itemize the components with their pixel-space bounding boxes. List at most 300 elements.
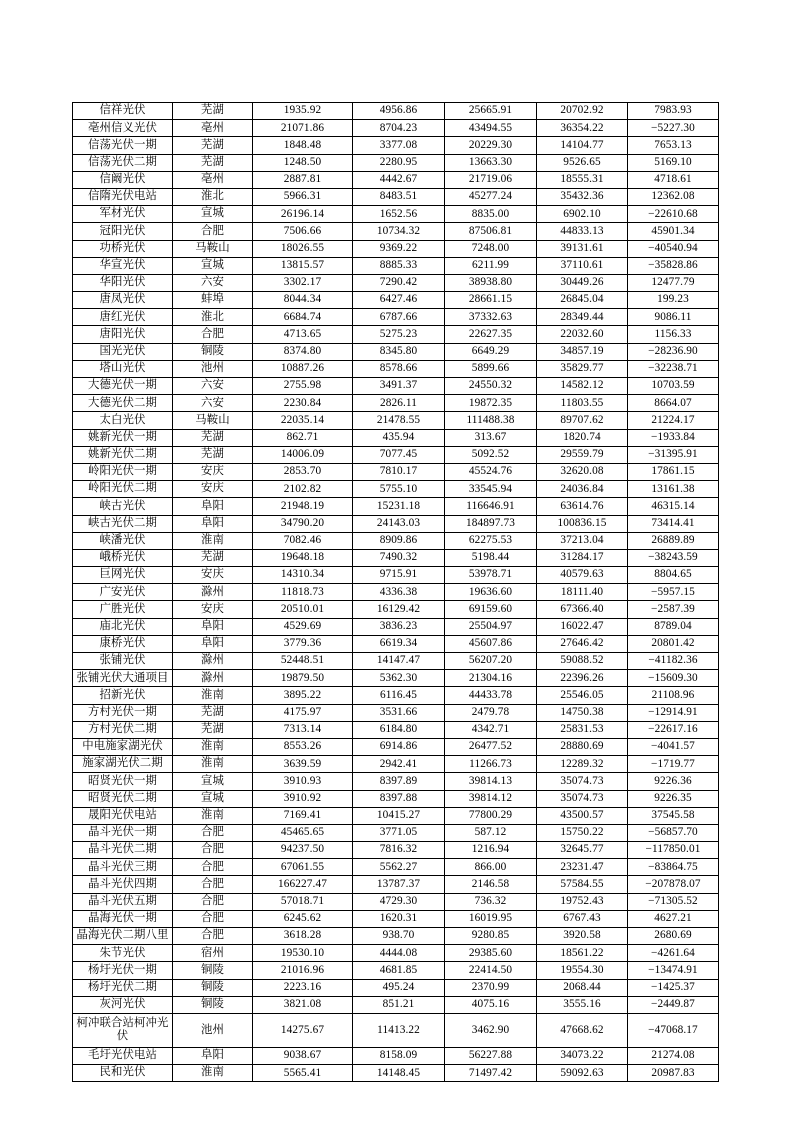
- station-name-cell: 杨圩光伏一期: [73, 962, 173, 979]
- station-name-cell: 姚新光伏一期: [73, 429, 173, 446]
- value3-cell: 39814.13: [445, 773, 537, 790]
- station-name-cell: 昭贤光伏一期: [73, 773, 173, 790]
- value3-cell: 866.00: [445, 859, 537, 876]
- value4-cell: 20702.92: [537, 103, 628, 120]
- city-cell: 合肥: [173, 223, 253, 240]
- value1-cell: 8044.34: [253, 292, 353, 309]
- table-row: [73, 429, 719, 446]
- value4-cell: 18111.40: [537, 584, 628, 601]
- value5-cell: −4261.64: [628, 945, 719, 962]
- table-row: [73, 893, 719, 910]
- value4-cell: 12289.32: [537, 756, 628, 773]
- value5-cell: 20801.42: [628, 635, 719, 652]
- value2-cell: 8578.66: [353, 360, 445, 377]
- value5-cell: −207878.07: [628, 876, 719, 893]
- value1-cell: 1935.92: [253, 103, 353, 120]
- value1-cell: 1248.50: [253, 154, 353, 171]
- value3-cell: 184897.73: [445, 515, 537, 532]
- value5-cell: 199.23: [628, 292, 719, 309]
- value3-cell: 2146.58: [445, 876, 537, 893]
- value3-cell: 87506.81: [445, 223, 537, 240]
- value2-cell: 10415.27: [353, 807, 445, 824]
- value5-cell: 9086.11: [628, 309, 719, 326]
- table-row: [73, 1047, 719, 1064]
- value1-cell: 2887.81: [253, 171, 353, 188]
- value3-cell: 38938.80: [445, 274, 537, 291]
- value1-cell: 20510.01: [253, 601, 353, 618]
- value1-cell: 22035.14: [253, 412, 353, 429]
- value2-cell: 16129.42: [353, 601, 445, 618]
- value5-cell: 21224.17: [628, 412, 719, 429]
- table-row: [73, 240, 719, 257]
- value5-cell: −1425.37: [628, 979, 719, 996]
- table-row: [73, 945, 719, 962]
- value2-cell: 8158.09: [353, 1047, 445, 1064]
- value3-cell: 116646.91: [445, 498, 537, 515]
- city-cell: 合肥: [173, 842, 253, 859]
- value3-cell: 4075.16: [445, 996, 537, 1013]
- table-row: [73, 274, 719, 291]
- value3-cell: 43494.55: [445, 120, 537, 137]
- value5-cell: −83864.75: [628, 859, 719, 876]
- value3-cell: 19872.35: [445, 395, 537, 412]
- value2-cell: 5362.30: [353, 670, 445, 687]
- value2-cell: 1652.56: [353, 206, 445, 223]
- city-cell: 阜阳: [173, 1047, 253, 1064]
- value2-cell: 495.24: [353, 979, 445, 996]
- value5-cell: −15609.30: [628, 670, 719, 687]
- value1-cell: 3910.92: [253, 790, 353, 807]
- table-row: [73, 1065, 719, 1082]
- value5-cell: 5169.10: [628, 154, 719, 171]
- city-cell: 亳州: [173, 171, 253, 188]
- value3-cell: 7248.00: [445, 240, 537, 257]
- value2-cell: 5755.10: [353, 481, 445, 498]
- table-row: [73, 463, 719, 480]
- station-name-cell: 晟阳光伏电站: [73, 807, 173, 824]
- station-name-cell: 张铺光伏大通项目: [73, 670, 173, 687]
- value4-cell: 34857.19: [537, 343, 628, 360]
- value2-cell: 11413.22: [353, 1013, 445, 1047]
- value2-cell: 24143.03: [353, 515, 445, 532]
- station-name-cell: 唐阳光伏: [73, 326, 173, 343]
- table-row: [73, 343, 719, 360]
- station-name-cell: 张铺光伏: [73, 653, 173, 670]
- value1-cell: 4713.65: [253, 326, 353, 343]
- value2-cell: 435.94: [353, 429, 445, 446]
- station-name-cell: 信祥光伏: [73, 103, 173, 120]
- value1-cell: 13815.57: [253, 257, 353, 274]
- city-cell: 合肥: [173, 910, 253, 927]
- value5-cell: −22617.16: [628, 721, 719, 738]
- station-name-cell: 毛圩光伏电站: [73, 1047, 173, 1064]
- value5-cell: 12362.08: [628, 188, 719, 205]
- table-row: [73, 807, 719, 824]
- value1-cell: 9038.67: [253, 1047, 353, 1064]
- city-cell: 淮南: [173, 1065, 253, 1082]
- value4-cell: 14750.38: [537, 704, 628, 721]
- value4-cell: 36354.22: [537, 120, 628, 137]
- city-cell: 蚌埠: [173, 292, 253, 309]
- station-name-cell: 国光光伏: [73, 343, 173, 360]
- value3-cell: 28661.15: [445, 292, 537, 309]
- value3-cell: 3462.90: [445, 1013, 537, 1047]
- value4-cell: 25831.53: [537, 721, 628, 738]
- station-name-cell: 晶斗光伏三期: [73, 859, 173, 876]
- station-name-cell: 巨网光伏: [73, 567, 173, 584]
- station-name-cell: 姚新光伏二期: [73, 446, 173, 463]
- value4-cell: 59088.52: [537, 653, 628, 670]
- table-row: [73, 309, 719, 326]
- value3-cell: 4342.71: [445, 721, 537, 738]
- value1-cell: 4529.69: [253, 618, 353, 635]
- city-cell: 淮南: [173, 532, 253, 549]
- station-name-cell: 岭阳光伏二期: [73, 481, 173, 498]
- value5-cell: −22610.68: [628, 206, 719, 223]
- table-row: [73, 292, 719, 309]
- station-name-cell: 功桥光伏: [73, 240, 173, 257]
- station-name-cell: 峡潘光伏: [73, 532, 173, 549]
- table-row: [73, 670, 719, 687]
- value1-cell: 14310.34: [253, 567, 353, 584]
- station-name-cell: 军材光伏: [73, 206, 173, 223]
- value5-cell: −47068.17: [628, 1013, 719, 1047]
- table-row: [73, 326, 719, 343]
- value2-cell: 4442.67: [353, 171, 445, 188]
- value4-cell: 89707.62: [537, 412, 628, 429]
- table-row: [73, 653, 719, 670]
- station-name-cell: 广安光伏: [73, 584, 173, 601]
- city-cell: 亳州: [173, 120, 253, 137]
- value1-cell: 21071.86: [253, 120, 353, 137]
- value3-cell: 33545.94: [445, 481, 537, 498]
- table-row: [73, 618, 719, 635]
- value4-cell: 22032.60: [537, 326, 628, 343]
- station-name-cell: 太白光伏: [73, 412, 173, 429]
- table-row: [73, 446, 719, 463]
- city-cell: 淮南: [173, 756, 253, 773]
- value4-cell: 2068.44: [537, 979, 628, 996]
- value4-cell: 3920.58: [537, 928, 628, 945]
- station-name-cell: 晶斗光伏四期: [73, 876, 173, 893]
- station-name-cell: 塔山光伏: [73, 360, 173, 377]
- city-cell: 池州: [173, 360, 253, 377]
- table-row: [73, 515, 719, 532]
- table-container: [72, 102, 718, 1082]
- value4-cell: 43500.57: [537, 807, 628, 824]
- value2-cell: 8909.86: [353, 532, 445, 549]
- value1-cell: 2755.98: [253, 378, 353, 395]
- value3-cell: 21304.16: [445, 670, 537, 687]
- station-name-cell: 华宣光伏: [73, 257, 173, 274]
- value5-cell: 13161.38: [628, 481, 719, 498]
- value5-cell: −71305.52: [628, 893, 719, 910]
- value4-cell: 29559.79: [537, 446, 628, 463]
- value3-cell: 22627.35: [445, 326, 537, 343]
- station-name-cell: 朱节光伏: [73, 945, 173, 962]
- table-row: [73, 721, 719, 738]
- value5-cell: −56857.70: [628, 824, 719, 841]
- value2-cell: 8345.80: [353, 343, 445, 360]
- value3-cell: 5092.52: [445, 446, 537, 463]
- value3-cell: 22414.50: [445, 962, 537, 979]
- value2-cell: 3836.23: [353, 618, 445, 635]
- city-cell: 合肥: [173, 876, 253, 893]
- table-row: [73, 567, 719, 584]
- value4-cell: 14104.77: [537, 137, 628, 154]
- value5-cell: −40540.94: [628, 240, 719, 257]
- value5-cell: −5227.30: [628, 120, 719, 137]
- value2-cell: 9715.91: [353, 567, 445, 584]
- station-name-cell: 信隋光伏电站: [73, 188, 173, 205]
- table-row: [73, 704, 719, 721]
- station-name-cell: 方村光伏二期: [73, 721, 173, 738]
- value4-cell: 22396.26: [537, 670, 628, 687]
- value2-cell: 3531.66: [353, 704, 445, 721]
- value2-cell: 1620.31: [353, 910, 445, 927]
- city-cell: 六安: [173, 378, 253, 395]
- value4-cell: 28880.69: [537, 738, 628, 755]
- value5-cell: 21108.96: [628, 687, 719, 704]
- value4-cell: 3555.16: [537, 996, 628, 1013]
- table-row: [73, 188, 719, 205]
- table-row: [73, 876, 719, 893]
- value3-cell: 25665.91: [445, 103, 537, 120]
- table-row: [73, 395, 719, 412]
- city-cell: 芜湖: [173, 103, 253, 120]
- city-cell: 铜陵: [173, 962, 253, 979]
- value1-cell: 5565.41: [253, 1065, 353, 1082]
- value4-cell: 59092.63: [537, 1065, 628, 1082]
- value4-cell: 35432.36: [537, 188, 628, 205]
- value2-cell: 8397.88: [353, 790, 445, 807]
- value1-cell: 10887.26: [253, 360, 353, 377]
- station-name-cell: 方村光伏一期: [73, 704, 173, 721]
- value3-cell: 29385.60: [445, 945, 537, 962]
- value3-cell: 45277.24: [445, 188, 537, 205]
- city-cell: 淮北: [173, 188, 253, 205]
- value1-cell: 18026.55: [253, 240, 353, 257]
- value4-cell: 23231.47: [537, 859, 628, 876]
- value2-cell: 6184.80: [353, 721, 445, 738]
- value3-cell: 2479.78: [445, 704, 537, 721]
- city-cell: 芜湖: [173, 154, 253, 171]
- value5-cell: 45901.34: [628, 223, 719, 240]
- city-cell: 芜湖: [173, 721, 253, 738]
- value1-cell: 45465.65: [253, 824, 353, 841]
- city-cell: 阜阳: [173, 618, 253, 635]
- value3-cell: 11266.73: [445, 756, 537, 773]
- value5-cell: −38243.59: [628, 549, 719, 566]
- value1-cell: 7082.46: [253, 532, 353, 549]
- value4-cell: 67366.40: [537, 601, 628, 618]
- value1-cell: 21016.96: [253, 962, 353, 979]
- city-cell: 六安: [173, 395, 253, 412]
- value3-cell: 19636.60: [445, 584, 537, 601]
- city-cell: 合肥: [173, 824, 253, 841]
- value5-cell: 73414.41: [628, 515, 719, 532]
- value5-cell: −12914.91: [628, 704, 719, 721]
- value1-cell: 19530.10: [253, 945, 353, 962]
- value3-cell: 16019.95: [445, 910, 537, 927]
- value5-cell: −117850.01: [628, 842, 719, 859]
- value5-cell: 9226.35: [628, 790, 719, 807]
- value2-cell: 8483.51: [353, 188, 445, 205]
- station-name-cell: 峨桥光伏: [73, 549, 173, 566]
- value2-cell: 8885.33: [353, 257, 445, 274]
- value1-cell: 19648.18: [253, 549, 353, 566]
- city-cell: 铜陵: [173, 996, 253, 1013]
- value4-cell: 6902.10: [537, 206, 628, 223]
- city-cell: 芜湖: [173, 429, 253, 446]
- city-cell: 阜阳: [173, 635, 253, 652]
- value3-cell: 21719.06: [445, 171, 537, 188]
- value2-cell: 7810.17: [353, 463, 445, 480]
- value3-cell: 8835.00: [445, 206, 537, 223]
- city-cell: 合肥: [173, 928, 253, 945]
- value4-cell: 39131.61: [537, 240, 628, 257]
- value3-cell: 24550.32: [445, 378, 537, 395]
- value1-cell: 2223.16: [253, 979, 353, 996]
- value2-cell: 938.70: [353, 928, 445, 945]
- value2-cell: 14147.47: [353, 653, 445, 670]
- value5-cell: 37545.58: [628, 807, 719, 824]
- value2-cell: 2280.95: [353, 154, 445, 171]
- value5-cell: 8789.04: [628, 618, 719, 635]
- city-cell: 池州: [173, 1013, 253, 1047]
- value2-cell: 5562.27: [353, 859, 445, 876]
- value5-cell: 7983.93: [628, 103, 719, 120]
- table-row: [73, 687, 719, 704]
- value5-cell: 26889.89: [628, 532, 719, 549]
- value5-cell: 10703.59: [628, 378, 719, 395]
- city-cell: 合肥: [173, 893, 253, 910]
- value3-cell: 39814.12: [445, 790, 537, 807]
- value3-cell: 5899.66: [445, 360, 537, 377]
- value4-cell: 63614.76: [537, 498, 628, 515]
- city-cell: 淮南: [173, 807, 253, 824]
- value3-cell: 69159.60: [445, 601, 537, 618]
- value2-cell: 6427.46: [353, 292, 445, 309]
- table-row: [73, 257, 719, 274]
- value1-cell: 3895.22: [253, 687, 353, 704]
- value1-cell: 21948.19: [253, 498, 353, 515]
- value5-cell: 20987.83: [628, 1065, 719, 1082]
- city-cell: 安庆: [173, 463, 253, 480]
- table-row: [73, 412, 719, 429]
- station-name-cell: 信阚光伏: [73, 171, 173, 188]
- value3-cell: 5198.44: [445, 549, 537, 566]
- value3-cell: 6649.29: [445, 343, 537, 360]
- station-name-cell: 峡古光伏: [73, 498, 173, 515]
- value3-cell: 53978.71: [445, 567, 537, 584]
- value2-cell: 3771.05: [353, 824, 445, 841]
- value1-cell: 57018.71: [253, 893, 353, 910]
- table-row: [73, 910, 719, 927]
- value1-cell: 2853.70: [253, 463, 353, 480]
- table-row: [73, 120, 719, 137]
- city-cell: 芜湖: [173, 549, 253, 566]
- table-row: [73, 103, 719, 120]
- value3-cell: 313.67: [445, 429, 537, 446]
- value3-cell: 71497.42: [445, 1065, 537, 1082]
- city-cell: 芜湖: [173, 137, 253, 154]
- value3-cell: 111488.38: [445, 412, 537, 429]
- value5-cell: −1719.77: [628, 756, 719, 773]
- value3-cell: 20229.30: [445, 137, 537, 154]
- value3-cell: 77800.29: [445, 807, 537, 824]
- value5-cell: −5957.15: [628, 584, 719, 601]
- value4-cell: 16022.47: [537, 618, 628, 635]
- value5-cell: 7653.13: [628, 137, 719, 154]
- city-cell: 滁州: [173, 653, 253, 670]
- city-cell: 安庆: [173, 481, 253, 498]
- city-cell: 合肥: [173, 859, 253, 876]
- station-name-cell: 灰河光伏: [73, 996, 173, 1013]
- value2-cell: 4444.08: [353, 945, 445, 962]
- value3-cell: 45607.86: [445, 635, 537, 652]
- station-name-cell: 华阳光伏: [73, 274, 173, 291]
- table-row: [73, 738, 719, 755]
- value1-cell: 34790.20: [253, 515, 353, 532]
- value4-cell: 30449.26: [537, 274, 628, 291]
- station-name-cell: 晶斗光伏二期: [73, 842, 173, 859]
- station-name-cell: 招新光伏: [73, 687, 173, 704]
- station-name-cell: 晶海光伏一期: [73, 910, 173, 927]
- value1-cell: 14275.67: [253, 1013, 353, 1047]
- value1-cell: 166227.47: [253, 876, 353, 893]
- table-row: [73, 928, 719, 945]
- table-row: [73, 842, 719, 859]
- station-name-cell: 晶斗光伏五期: [73, 893, 173, 910]
- station-name-cell: 大德光伏一期: [73, 378, 173, 395]
- table-row: [73, 378, 719, 395]
- value4-cell: 44833.13: [537, 223, 628, 240]
- city-cell: 马鞍山: [173, 412, 253, 429]
- value1-cell: 7169.41: [253, 807, 353, 824]
- city-cell: 铜陵: [173, 979, 253, 996]
- value1-cell: 1848.48: [253, 137, 353, 154]
- table-row: [73, 206, 719, 223]
- value1-cell: 3821.08: [253, 996, 353, 1013]
- table-row: [73, 532, 719, 549]
- value4-cell: 9526.65: [537, 154, 628, 171]
- value1-cell: 3779.36: [253, 635, 353, 652]
- table-row: [73, 360, 719, 377]
- value1-cell: 4175.97: [253, 704, 353, 721]
- value1-cell: 8553.26: [253, 738, 353, 755]
- value2-cell: 4336.38: [353, 584, 445, 601]
- value2-cell: 3491.37: [353, 378, 445, 395]
- value3-cell: 37332.63: [445, 309, 537, 326]
- value4-cell: 6767.43: [537, 910, 628, 927]
- table-row: [73, 824, 719, 841]
- value2-cell: 6914.86: [353, 738, 445, 755]
- value5-cell: 9226.36: [628, 773, 719, 790]
- value1-cell: 7506.66: [253, 223, 353, 240]
- station-name-cell: 施家湖光伏二期: [73, 756, 173, 773]
- value2-cell: 15231.18: [353, 498, 445, 515]
- value4-cell: 32645.77: [537, 842, 628, 859]
- table-row: [73, 601, 719, 618]
- city-cell: 滁州: [173, 670, 253, 687]
- value5-cell: 4627.21: [628, 910, 719, 927]
- value1-cell: 14006.09: [253, 446, 353, 463]
- city-cell: 宣城: [173, 257, 253, 274]
- value4-cell: 24036.84: [537, 481, 628, 498]
- value4-cell: 57584.55: [537, 876, 628, 893]
- value2-cell: 8704.23: [353, 120, 445, 137]
